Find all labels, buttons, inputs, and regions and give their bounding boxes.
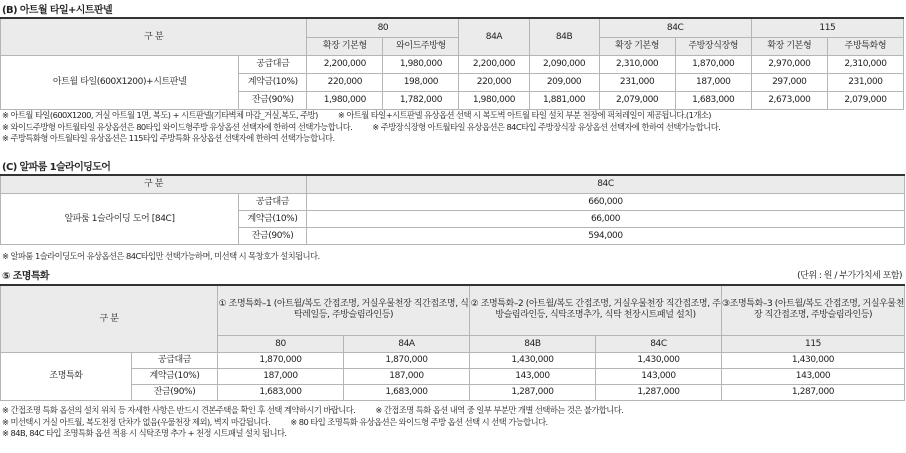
type-header: 84B (470, 335, 596, 352)
units-note: (단위 : 원 / 부가가치세 포함) (797, 271, 902, 281)
price-cell: 187,000 (344, 368, 470, 384)
price-cell: 2,079,000 (827, 91, 903, 109)
sub-header: 주방장식장형 (675, 37, 751, 55)
price-cell: 209,000 (529, 73, 599, 91)
note: ※ 와이드주방형 아트월타일 유상옵션은 80타입 와이드형주방 유상옵션 선택자에 한하여 선택가능합니다. (2, 121, 353, 132)
type-header: 84C (596, 335, 722, 352)
price-cell: 1,683,000 (675, 91, 751, 109)
price-cell: 1,287,000 (470, 384, 596, 400)
sub-header: 와이드주방형 (383, 37, 459, 55)
section-c-notes (2, 251, 320, 263)
price-cell: 143,000 (722, 368, 905, 384)
type-80-header: 80 (307, 18, 459, 37)
price-cell: 1,980,000 (459, 91, 529, 109)
price-cell: 1,870,000 (675, 55, 751, 73)
table-row (1, 352, 905, 368)
price-cell: 297,000 (751, 73, 827, 91)
price-cell: 187,000 (675, 73, 751, 91)
lighting-option-1-header: ① 조명특화–1 (아트월/복도 간접조명, 거실우물천장 직간접조명, 식탁레일등, 주방슬림라인등) (218, 285, 470, 335)
note: ※ 아트월 타일+시트판넬 유상옵션 선택 시 복도벽 아트월 타일 설치 부분 천장에 픽쳐레일이 제공됩니다.(1개소) (337, 110, 711, 120)
row-label: 잔금(90%) (132, 384, 218, 400)
gubun-header: 구 분 (1, 175, 307, 193)
note: ※ 간접조명 특화 옵션 내역 중 일부 부분만 개별 선택하는 것은 불가합니다. (375, 405, 624, 415)
sub-header: 확장 기본형 (751, 37, 827, 55)
price-cell: 2,310,000 (599, 55, 675, 73)
row-label: 공급대금 (239, 55, 307, 73)
price-cell: 594,000 (307, 227, 905, 244)
section-5-table (0, 284, 905, 401)
row-label: 잔금(90%) (239, 227, 307, 244)
type-header: 84A (344, 335, 470, 352)
section-5-notes (2, 405, 623, 440)
note: ※ 알파룸 1슬라이딩도어 유상옵션은 84C타입만 선택가능하며, 미선택 시 목창호가 설치됩니다. (2, 251, 320, 261)
price-cell: 231,000 (599, 73, 675, 91)
row-label: 계약금(10%) (239, 210, 307, 227)
type-header: 115 (722, 335, 905, 352)
type-115-header: 115 (751, 18, 903, 37)
note: ※ 80 타입 조명특화 유상옵션은 와이드형 주방 옵션 선택 시 선택 가능합니다. (290, 416, 548, 427)
price-cell: 1,980,000 (383, 55, 459, 73)
price-cell: 231,000 (827, 73, 903, 91)
row-label: 공급대금 (132, 352, 218, 368)
type-84c-header: 84C (599, 18, 751, 37)
price-cell: 2,970,000 (751, 55, 827, 73)
note: ※ 주방특화형 아트월타일 유상옵션은 115타입 주방특화 유상옵션 선택자에 한하여 선택가능합니다. (2, 133, 335, 143)
row-label: 계약금(10%) (132, 368, 218, 384)
lighting-option-3-header: ③조명특화–3 (아트월/복도 간접조명, 거실우물천장 직간접조명, 주방슬림라인등) (722, 285, 905, 335)
type-84c-header: 84C (307, 175, 905, 193)
price-cell: 1,683,000 (344, 384, 470, 400)
price-cell: 2,310,000 (827, 55, 903, 73)
note: ※ 84B, 84C 타입 조명특화 옵션 적용 시 식탁조명 추가 + 천정 시트패널 설치 됩니다. (2, 428, 287, 438)
gubun-header: 구 분 (1, 18, 307, 55)
row-label: 계약금(10%) (239, 73, 307, 91)
lighting-option-2-header: ② 조명특화–2 (아트월/복도 간접조명, 거실우물천장 직간접조명, 주방슬림라인등, 식탁조명추가, 식탁 천장시트패널 설치) (470, 285, 722, 335)
section-b-title: (B) 아트월 타일+시트판넬 (2, 5, 113, 16)
item-name: 알파룸 1슬라이딩 도어 [84C] (1, 193, 239, 244)
table-row (1, 55, 904, 73)
price-cell: 1,430,000 (470, 352, 596, 368)
price-cell: 1,881,000 (529, 91, 599, 109)
price-cell: 1,870,000 (344, 352, 470, 368)
row-label: 공급대금 (239, 193, 307, 210)
table-row (1, 368, 905, 384)
price-cell: 198,000 (383, 73, 459, 91)
table-row (1, 193, 905, 210)
price-cell: 1,430,000 (596, 352, 722, 368)
price-cell: 1,430,000 (722, 352, 905, 368)
price-cell: 2,673,000 (751, 91, 827, 109)
gubun-header: 구 분 (1, 285, 218, 352)
section-c-title: (C) 알파룸 1슬라이딩도어 (2, 162, 111, 173)
section-c-table (0, 174, 905, 245)
section-b-notes (2, 110, 720, 145)
section-b-table (0, 17, 904, 110)
item-name: 조명특화 (1, 352, 132, 400)
note: ※ 아트월 타일(600X1200, 거실 아트월 1면, 복도) + 시트판넬(기타벽체 마감_거실,복도, 주방) (2, 110, 318, 120)
price-cell: 1,782,000 (383, 91, 459, 109)
price-cell: 220,000 (307, 73, 383, 91)
price-cell: 2,079,000 (599, 91, 675, 109)
item-name: 아트월 타일(600X1200)+시트판넬 (1, 55, 239, 109)
price-cell: 1,287,000 (722, 384, 905, 400)
price-cell: 2,200,000 (459, 55, 529, 73)
sub-header: 확장 기본형 (599, 37, 675, 55)
row-label: 잔금(90%) (239, 91, 307, 109)
price-cell: 2,200,000 (307, 55, 383, 73)
price-cell: 187,000 (218, 368, 344, 384)
price-cell: 1,683,000 (218, 384, 344, 400)
table-row (1, 384, 905, 400)
sub-header: 주방특화형 (827, 37, 903, 55)
type-84a-header: 84A (459, 18, 529, 55)
price-cell: 143,000 (596, 368, 722, 384)
type-header: 80 (218, 335, 344, 352)
note: ※ 주방장식장형 아트월타일 유상옵션은 84C타입 주방장식장 유상옵션 선택자에 한하여 선택가능합니다. (372, 121, 721, 132)
price-cell: 1,980,000 (307, 91, 383, 109)
price-cell: 1,870,000 (218, 352, 344, 368)
price-cell: 1,287,000 (596, 384, 722, 400)
price-cell: 220,000 (459, 73, 529, 91)
note: ※ 미선택시 거실 아트월, 복도천정 단차가 없음(우물천장 제외), 벽지 마감됩니다. (2, 416, 271, 427)
price-cell: 2,090,000 (529, 55, 599, 73)
type-84b-header: 84B (529, 18, 599, 55)
price-cell: 66,000 (307, 210, 905, 227)
price-cell: 143,000 (470, 368, 596, 384)
section-5-title: ⑤ 조명특화 (2, 271, 49, 282)
price-cell: 660,000 (307, 193, 905, 210)
note: ※ 간접조명 특화 옵션의 설치 위치 등 자세한 사항은 반드시 견본주택을 확인 후 선택 계약하시기 바랍니다. (2, 405, 356, 415)
sub-header: 확장 기본형 (307, 37, 383, 55)
